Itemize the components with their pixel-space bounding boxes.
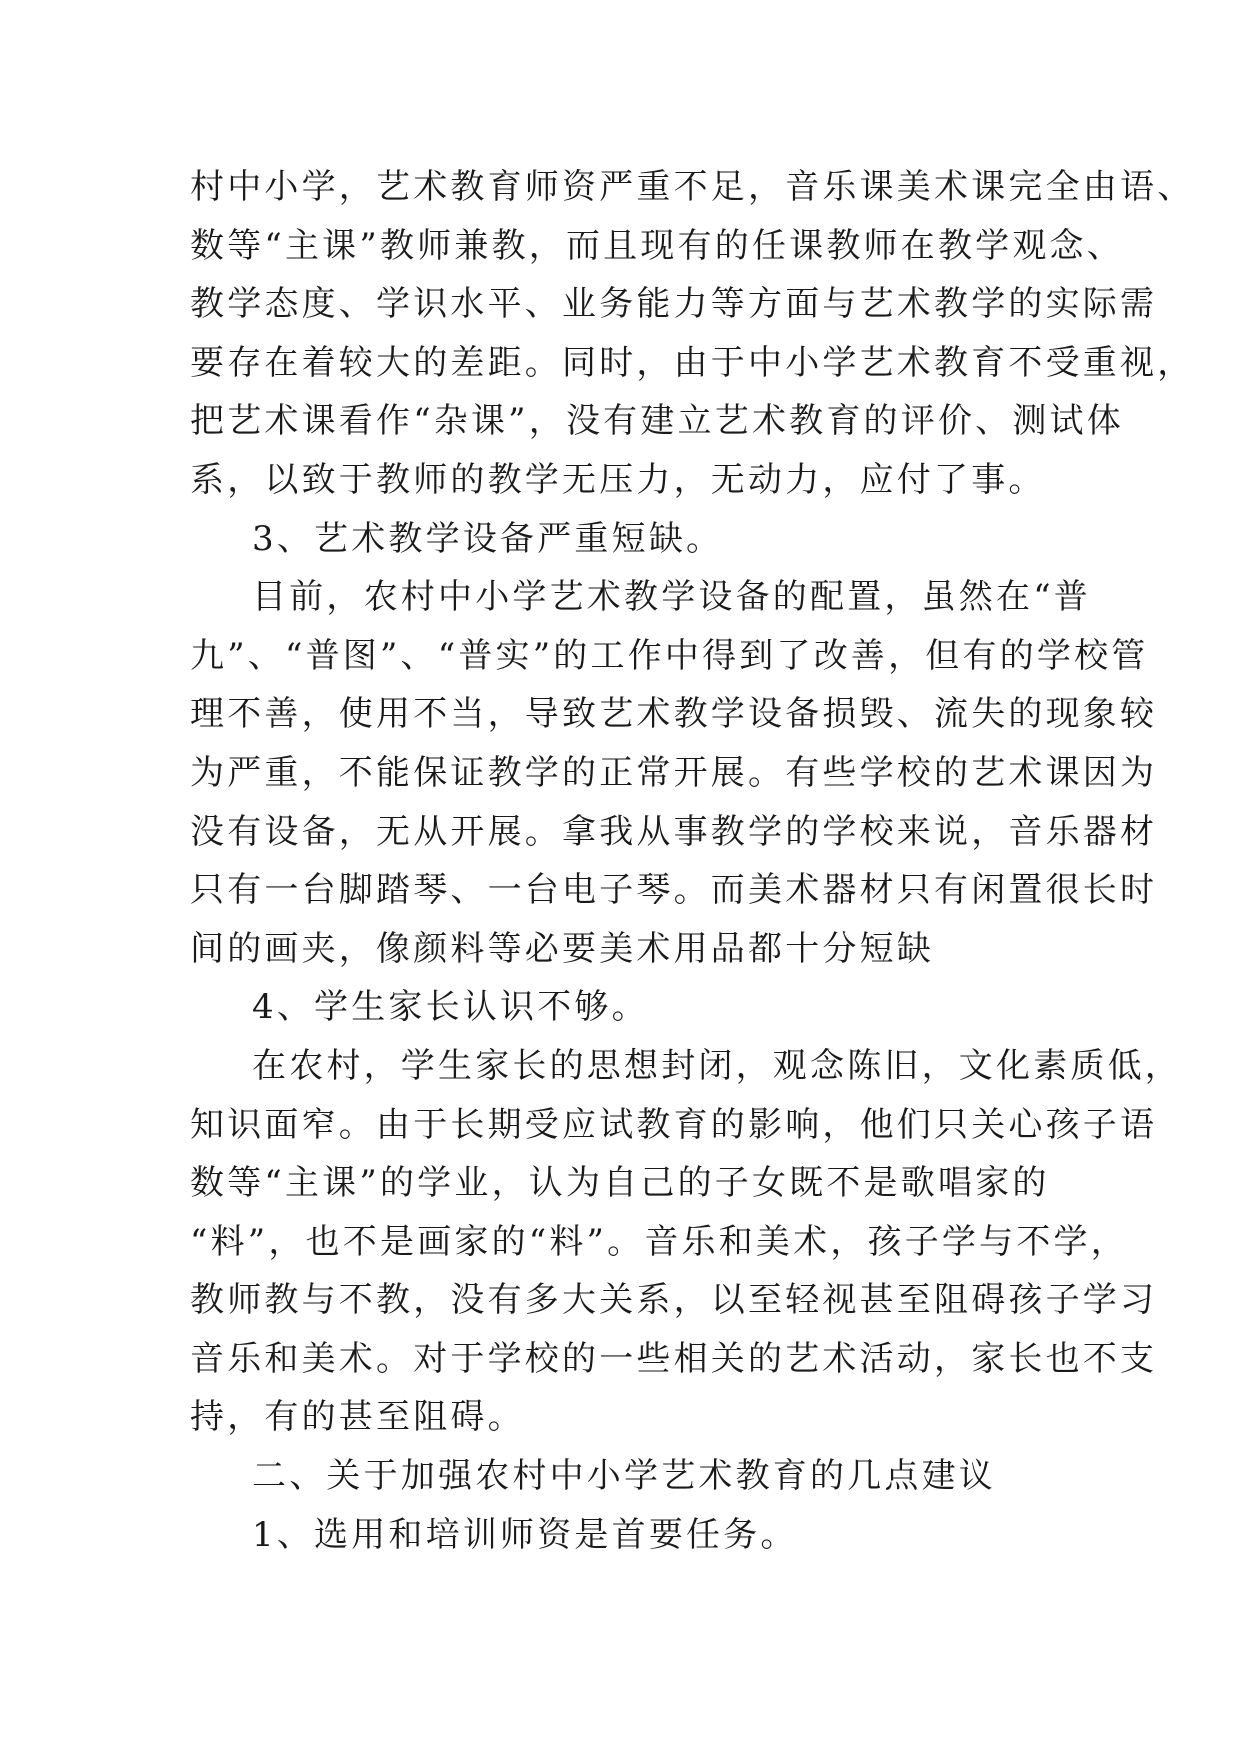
- text-line: 音乐和美术。对于学校的一些相关的艺术活动，家长也不支: [190, 1338, 1158, 1379]
- text-line: 要存在着较大的差距。同时，由于中小学艺术教育不受重视，: [190, 342, 1195, 383]
- text-line: 数等“主课”的学业，认为自己的子女既不是歌唱家的: [190, 1163, 1050, 1204]
- text-line: “料”，也不是画家的“料”。音乐和美术，孩子学与不学，: [190, 1221, 1128, 1262]
- paragraph-start: 在农村，学生家长的思想封闭，观念陈旧，文化素质低，: [252, 1045, 1182, 1086]
- text-line: 持，有的甚至阻碍。: [190, 1397, 525, 1438]
- section-heading: 二、关于加强农村中小学艺术教育的几点建议: [252, 1456, 996, 1497]
- text-line: 只有一台脚踏琴、一台电子琴。而美术器材只有闲置很长时: [190, 870, 1158, 911]
- text-line: 教师教与不教，没有多大关系，以至轻视甚至阻碍孩子学习: [190, 1280, 1158, 1321]
- paragraph-start: 目前，农村中小学艺术教学设备的配置，虽然在“普: [252, 577, 1091, 618]
- text-line: 系，以致于教师的教学无压力，无动力，应付了事。: [190, 459, 1046, 500]
- text-line: 知识面窄。由于长期受应试教育的影响，他们只关心孩子语: [190, 1104, 1158, 1145]
- text-line: 教学态度、学识水平、业务能力等方面与艺术教学的实际需: [190, 284, 1158, 325]
- text-line: 九”、“普图”、“普实”的工作中得到了改善，但有的学校管: [190, 635, 1149, 676]
- text-line: 把艺术课看作“杂课”，没有建立艺术教育的评价、测试体: [190, 401, 1124, 442]
- section-heading: 3、艺术教学设备严重短缺。: [252, 518, 724, 559]
- body-text: [190, 158, 1195, 1564]
- text-line: 理不善，使用不当，导致艺术教学设备损毁、流失的现象较: [190, 694, 1158, 735]
- text-line: 村中小学，艺术教育师资严重不足，音乐课美术课完全由语、: [190, 167, 1195, 207]
- text-line: 为严重，不能保证教学的正常开展。有些学校的艺术课因为: [190, 752, 1158, 793]
- section-heading: 4、学生家长认识不够。: [252, 987, 649, 1028]
- text-line: 数等“主课”教师兼教，而且现有的任课教师在教学观念、: [190, 225, 1124, 266]
- text-line: 间的画夹，像颜料等必要美术用品都十分短缺: [190, 928, 934, 969]
- text-line: 没有设备，无从开展。拿我从事教学的学校来说，音乐器材: [190, 811, 1158, 852]
- section-heading: 1、选用和培训师资是首要任务。: [252, 1514, 798, 1555]
